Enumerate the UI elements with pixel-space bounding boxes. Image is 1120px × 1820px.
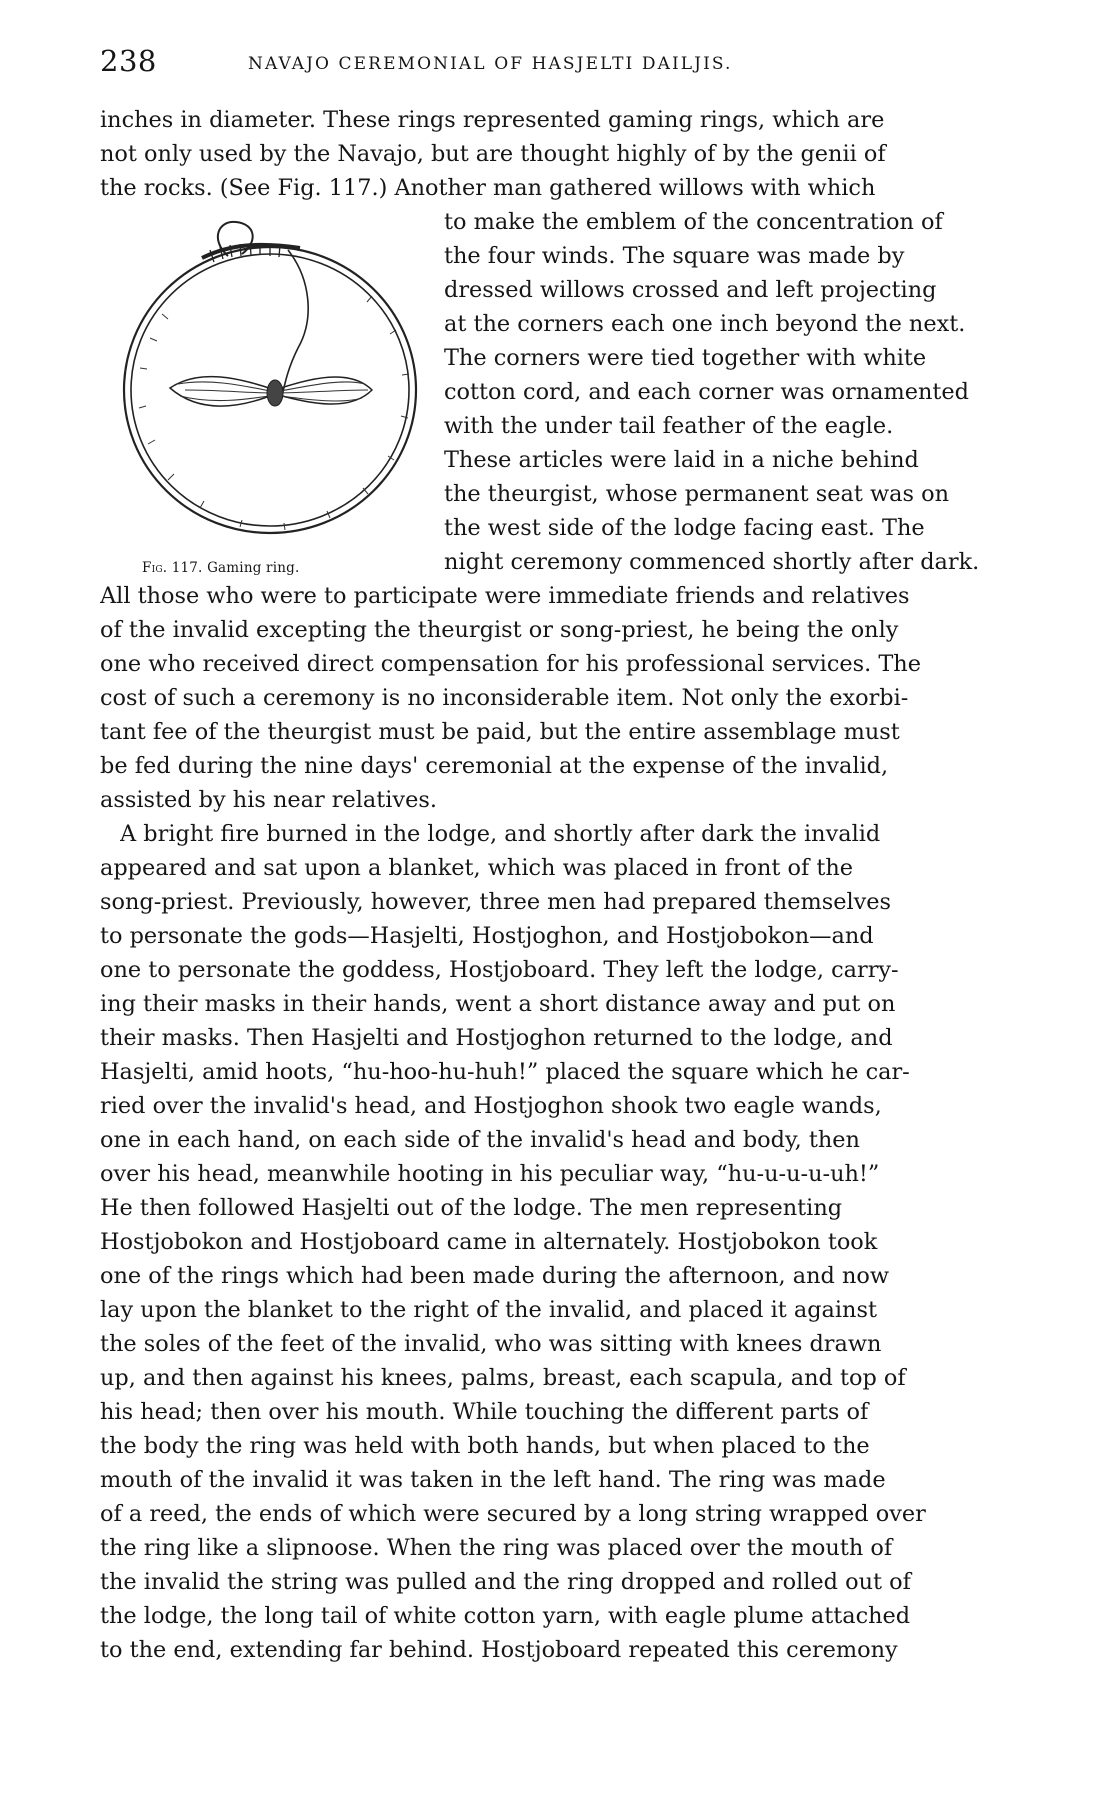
text-line: mouth of the invalid it was taken in the left hand. The ring was made (100, 1467, 886, 1493)
text-line: song-priest. Previously, however, three men had prepared themselves (100, 889, 891, 915)
running-head: NAVAJO CEREMONIAL OF HASJELTI DAILJIS. (248, 54, 733, 74)
text-line: All those who were to participate were immediate friends and relatives (100, 583, 910, 609)
text-line: their masks. Then Hasjelti and Hostjoghon returned to the lodge, and (100, 1025, 893, 1051)
text-line: the west side of the lodge facing east. The (444, 515, 925, 541)
text-line: one who received direct compensation for his professional services. The (100, 651, 921, 677)
text-line: the lodge, the long tail of white cotton yarn, with eagle plume attached (100, 1603, 911, 1629)
figure-caption-text: Gaming ring. (207, 560, 300, 576)
text-line: one to personate the goddess, Hostjoboard. They left the lodge, carry- (100, 957, 899, 983)
text-line: one in each hand, on each side of the invalid's head and body, then (100, 1127, 860, 1153)
figure-caption (142, 560, 299, 576)
text-line: the invalid the string was pulled and the ring dropped and rolled out of (100, 1569, 911, 1595)
text-line: A bright fire burned in the lodge, and shortly after dark the invalid (120, 821, 881, 847)
text-line: the four winds. The square was made by (444, 243, 905, 269)
text-line: the theurgist, whose permanent seat was on (444, 481, 950, 507)
page-number: 238 (100, 44, 157, 78)
text-line: the soles of the feet of the invalid, who was sitting with knees drawn (100, 1331, 882, 1357)
text-line: with the under tail feather of the eagle. (444, 413, 894, 439)
figure-label: Fig. 117. (142, 560, 203, 576)
text-line: lay upon the blanket to the right of the invalid, and placed it against (100, 1297, 877, 1323)
text-line: up, and then against his knees, palms, breast, each scapula, and top of (100, 1365, 906, 1391)
text-line: of the invalid excepting the theurgist or song-priest, he being the only (100, 617, 899, 643)
text-line: The corners were tied together with white (444, 345, 927, 371)
text-line: of a reed, the ends of which were secured by a long string wrapped over (100, 1501, 926, 1527)
text-line: ried over the invalid's head, and Hostjoghon shook two eagle wands, (100, 1093, 882, 1119)
text-line: the body the ring was held with both hands, but when placed to the (100, 1433, 870, 1459)
text-line: to the end, extending far behind. Hostjoboard repeated this ceremony (100, 1637, 898, 1663)
text-line: his head; then over his mouth. While touching the different parts of (100, 1399, 869, 1425)
text-line: tant fee of the theurgist must be paid, but the entire assemblage must (100, 719, 900, 745)
text-line: He then followed Hasjelti out of the lodge. The men representing (100, 1195, 843, 1221)
text-line: to make the emblem of the concentration of (444, 209, 943, 235)
text-line: assisted by his near relatives. (100, 787, 437, 813)
text-line: not only used by the Navajo, but are thought highly of by the genii of (100, 141, 886, 167)
text-line: inches in diameter. These rings represented gaming rings, which are (100, 107, 885, 133)
text-line: Hasjelti, amid hoots, “hu-hoo-hu-huh!” placed the square which he car- (100, 1059, 910, 1085)
text-line: be fed during the nine days' ceremonial at the expense of the invalid, (100, 753, 889, 779)
text-line: ing their masks in their hands, went a short distance away and put on (100, 991, 896, 1017)
text-line: cotton cord, and each corner was ornamented (444, 379, 969, 405)
gaming-ring-illustration (110, 218, 430, 553)
text-line: dressed willows crossed and left projecting (444, 277, 937, 303)
text-line: one of the rings which had been made during the afternoon, and now (100, 1263, 890, 1289)
text-line: Hostjobokon and Hostjoboard came in alternately. Hostjobokon took (100, 1229, 878, 1255)
text-line: at the corners each one inch beyond the next. (444, 311, 966, 337)
page-header (100, 44, 1020, 84)
text-line: to personate the gods—Hasjelti, Hostjoghon, and Hostjobokon—and (100, 923, 874, 949)
text-line: night ceremony commenced shortly after dark. (444, 549, 980, 575)
text-line: cost of such a ceremony is no inconsiderable item. Not only the exorbi- (100, 685, 909, 711)
text-line: the ring like a slipnoose. When the ring was placed over the mouth of (100, 1535, 893, 1561)
text-line: the rocks. (See Fig. 117.) Another man gathered willows with which (100, 175, 876, 201)
figure-117 (110, 218, 430, 590)
text-line: over his head, meanwhile hooting in his peculiar way, “hu-u-u-u-uh!” (100, 1161, 880, 1187)
text-line: These articles were laid in a niche behind (444, 447, 919, 473)
text-line: appeared and sat upon a blanket, which was placed in front of the (100, 855, 854, 881)
